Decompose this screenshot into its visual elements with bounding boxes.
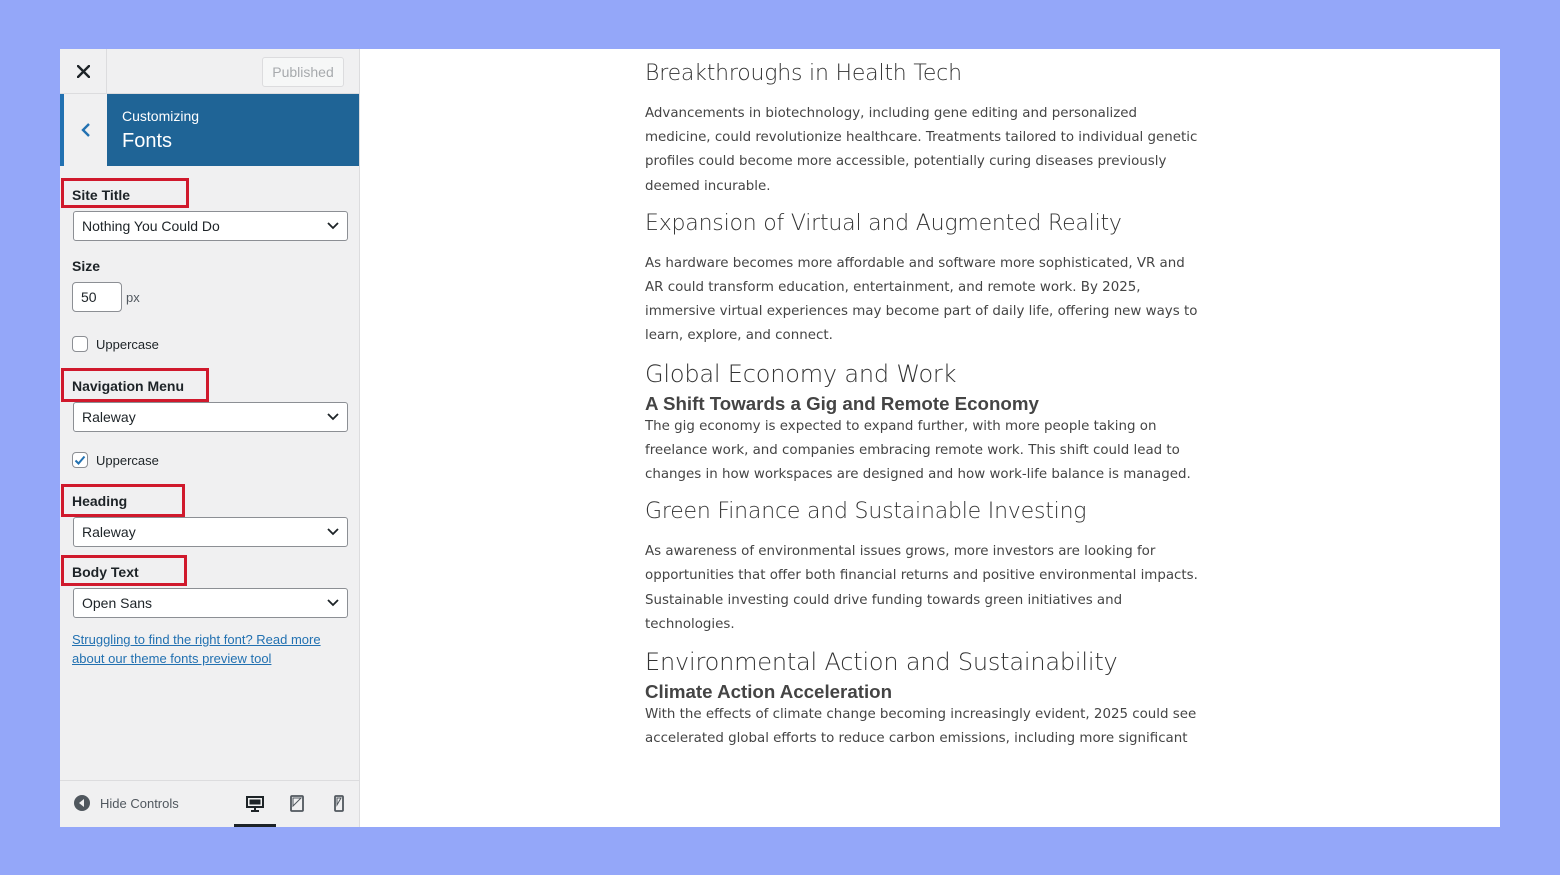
close-icon <box>77 65 90 78</box>
body-text-font-value: Open Sans <box>82 595 153 611</box>
article-content <box>645 59 1205 761</box>
device-desktop-button[interactable] <box>245 795 265 813</box>
navigation-menu-label: Navigation Menu <box>72 378 185 394</box>
customizer-window <box>60 49 1500 827</box>
section-subheading: Climate Action Acceleration <box>645 681 893 703</box>
published-button[interactable]: Published <box>262 57 344 87</box>
fonts-preview-help-link[interactable]: Struggling to find the right font? Read more about our theme fonts preview tool <box>72 632 321 666</box>
site-title-label: Site Title <box>72 187 131 203</box>
paragraph: As awareness of environmental issues grows, more investors are looking for opportunities that offer both financial returns and positive environmental impacts. Sustainable investing could drive funding towards green initiatives and technologies. <box>645 544 1198 632</box>
device-mobile-button[interactable] <box>329 795 349 813</box>
sidebar-footer <box>60 780 359 827</box>
device-tablet-button[interactable] <box>287 795 307 813</box>
section-heading: Green Finance and Sustainable Investing <box>645 499 1087 525</box>
chevron-left-icon <box>81 122 91 138</box>
navigation-menu-font-select[interactable] <box>73 402 348 432</box>
site-title-uppercase-label: Uppercase <box>96 337 159 352</box>
chevron-down-icon <box>327 412 339 422</box>
paragraph: As hardware becomes more affordable and software more sophisticated, VR and AR could transform education, entertainment, and remote work. By 2025, immersive virtual experiences may become part of daily life, offering new ways to learn, explore, and connect. <box>645 255 1198 344</box>
site-title-font-value: Nothing You Could Do <box>82 218 220 234</box>
section-header <box>60 94 359 166</box>
hide-controls-label: Hide Controls <box>100 795 179 811</box>
chevron-down-icon <box>327 527 339 537</box>
desktop-icon <box>245 795 265 813</box>
back-button[interactable] <box>60 94 107 166</box>
heading-label: Heading <box>72 493 128 509</box>
navigation-menu-font-value: Raleway <box>82 409 136 425</box>
section-title: Fonts <box>122 130 173 152</box>
hide-controls-button[interactable] <box>74 795 179 811</box>
customizing-label: Customizing <box>122 108 200 124</box>
paragraph: Advancements in biotechnology, including gene editing and personalized medicine, could revolutionize healthcare. Treatments tailored to individual genetic profiles could become more accessible, potentially curing diseases previously deemed incurable. <box>645 106 1198 194</box>
close-button[interactable] <box>60 49 107 94</box>
size-unit: px <box>126 290 140 305</box>
checkmark-icon <box>74 454 86 466</box>
section-heading: Environmental Action and Sustainability <box>645 648 1118 677</box>
size-label: Size <box>72 258 101 274</box>
heading-font-value: Raleway <box>82 524 136 540</box>
section-subheading: A Shift Towards a Gig and Remote Economy <box>645 392 1039 414</box>
chevron-down-icon <box>327 221 339 231</box>
navigation-uppercase-checkbox[interactable] <box>72 452 88 468</box>
tablet-icon <box>287 795 307 813</box>
customizer-sidebar <box>60 49 360 827</box>
section-heading: Expansion of Virtual and Augmented Reality <box>645 210 1122 236</box>
paragraph: The gig economy is expected to expand further, with more people taking on freelance work, and companies embracing remote work. This shift could lead to changes in how workspaces are designed and how work-life balance is managed. <box>645 418 1191 483</box>
body-text-font-select[interactable] <box>73 588 348 618</box>
section-heading: Breakthroughs in Health Tech <box>645 61 962 86</box>
site-title-font-select[interactable] <box>73 211 348 241</box>
active-device-indicator <box>234 824 276 827</box>
size-input[interactable]: 50 <box>72 282 122 312</box>
paragraph: With the effects of climate change becoming increasingly evident, 2025 could see accelerated global efforts to reduce carbon emissions, including more significant <box>645 707 1197 747</box>
collapse-arrow-icon <box>74 795 90 811</box>
mobile-icon <box>329 795 349 813</box>
heading-font-select[interactable] <box>73 517 348 547</box>
chevron-down-icon <box>327 598 339 608</box>
section-heading: Global Economy and Work <box>645 359 957 388</box>
body-text-label: Body Text <box>72 564 139 580</box>
site-preview <box>360 49 1500 827</box>
navigation-uppercase-label: Uppercase <box>96 453 159 468</box>
sidebar-topbar <box>60 49 359 94</box>
site-title-uppercase-checkbox[interactable] <box>72 336 88 352</box>
